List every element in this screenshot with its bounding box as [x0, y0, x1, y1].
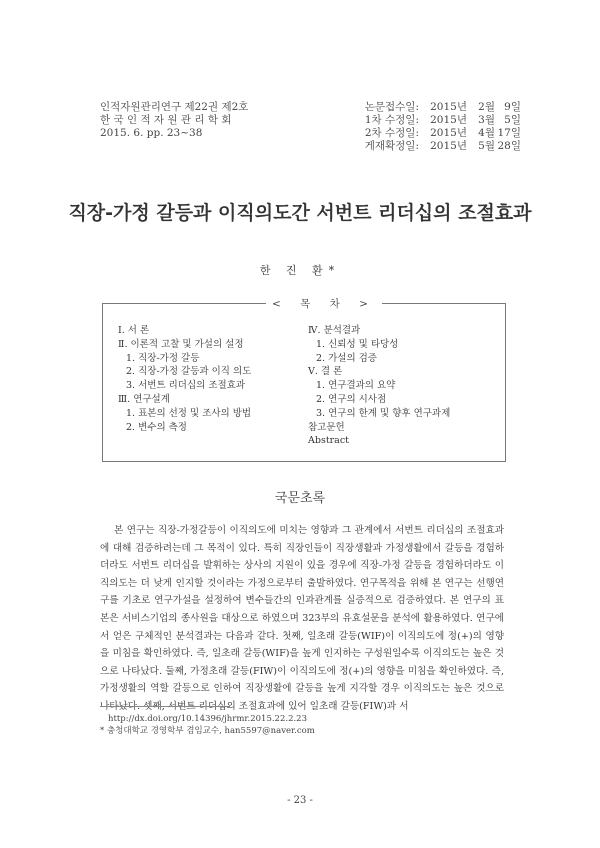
toc-right-column: [308, 324, 450, 448]
journal-pages: 2015. 6. pp. 23~38: [100, 127, 203, 139]
footnote-divider: [100, 706, 230, 707]
author-name: 한 진 환*: [259, 264, 341, 277]
toc-item: Ⅱ. 이론적 고찰 및 가설의 설정: [118, 338, 244, 350]
footnotes: [100, 713, 315, 737]
author-affiliation: * 충청대학교 경영학부 겸임교수, han5597@naver.com: [100, 726, 315, 736]
toc-item: 2. 직장-가정 갈등과 이직 의도: [126, 366, 252, 378]
toc-item: 2. 연구의 시사점: [316, 393, 387, 405]
date-row: 논문접수일: 2015년 2월 9일: [364, 101, 521, 113]
journal-name: 인적자원관리연구 제22권 제2호: [100, 101, 249, 113]
date-row: 1차 수정일: 2015년 3월 5일: [364, 114, 521, 126]
journal-info: [100, 101, 248, 140]
submission-dates: [357, 101, 521, 153]
date-row: 게재확정일: 2015년 5월 28일: [364, 140, 521, 152]
toc-heading: < 목 차 >: [266, 296, 382, 311]
toc-item: Abstract: [308, 435, 349, 447]
toc-item: 3. 서번트 리더십의 조절효과: [126, 380, 246, 392]
abstract-heading: 국문초록: [274, 491, 326, 506]
toc-item: 1. 신뢰성 및 타당성: [316, 338, 399, 350]
toc-item: Ⅴ. 결 론: [308, 366, 343, 378]
table-of-contents: [102, 303, 506, 462]
toc-item: Ⅰ. 서 론: [118, 325, 150, 336]
toc-item: 3. 연구의 한계 및 향후 연구과제: [316, 407, 451, 419]
paper-title: 직장-가정 갈등과 이직의도간 서번트 리더십의 조절효과: [68, 202, 532, 224]
toc-item: 2. 변수의 측정: [126, 421, 187, 433]
toc-item: 2. 가설의 검증: [316, 352, 377, 364]
abstract-text: 본 연구는 직장-가정갈등이 이직의도에 미치는 영향과 그 관계에서 서번트 리더십의 조절효과에 대해 검증하려는데 그 목적이 있다. 특히 직장인들이 직장생활과 가정생활에서 갈등을 경험하더라도 서번트 리더십을 발휘하는 상사의 지원이 있을 경우에 직장-가정 갈등을 경험하더라도 이직의도는 더 낮게 인지할 것이라는 가정으로부터 출발하였다. 연구목적을 위해 본 연구는 선행연구를 기초로 연구가설을 설정하여 변수들간의 인과관계를 실증적으로 검증하였다. 본 연구의 표본은 서비스기업의 종사원을 대상으로 하였으며 323부의 유효설문을 분석에 활용하였다. 연구에서 얻은 구체적인 분석결과는 다음과 같다. 첫째, 일초래 갈등(WIF)이 이직의도에 정(+)의 영향을 미침을 확인하였다. 즉, 일초래 갈등(WIF)을 높게 인지하는 구성원일수록 이직의도는 높은 것으로 나타났다. 둘째, 가정초래 갈등(FIW)이 이직의도에 정(+)의 영향을 미침을 확인하였다. 즉, 가정생활의 역할 갈등으로 인하여 직장생활에 갈등을 높게 지각할 경우 이직의도는 높은 것으로 나타났다. 셋째, 서번트 리더십의 조절효과에 있어 일초래 갈등(FIW)과 서: [100, 525, 504, 712]
society-name: 한 국 인 적 자 원 관 리 학 회: [100, 114, 232, 126]
date-row: 2차 수정일: 2015년 4월 17일: [364, 127, 521, 139]
toc-item: 1. 표본의 선정 및 조사의 방법: [126, 407, 252, 419]
toc-left-column: [118, 324, 251, 434]
toc-item: Ⅲ. 연구설계: [118, 393, 170, 405]
toc-item: 1. 직장-가정 갈등: [126, 352, 200, 364]
toc-item: 참고문헌: [308, 421, 345, 433]
page-number: - 23 -: [287, 795, 313, 806]
toc-item: Ⅳ. 분석결과: [308, 325, 361, 336]
toc-item: 1. 연구결과의 요약: [316, 380, 396, 392]
doi-link[interactable]: http://dx.doi.org/10.14396/jhrmr.2015.22.2.23: [108, 714, 308, 724]
